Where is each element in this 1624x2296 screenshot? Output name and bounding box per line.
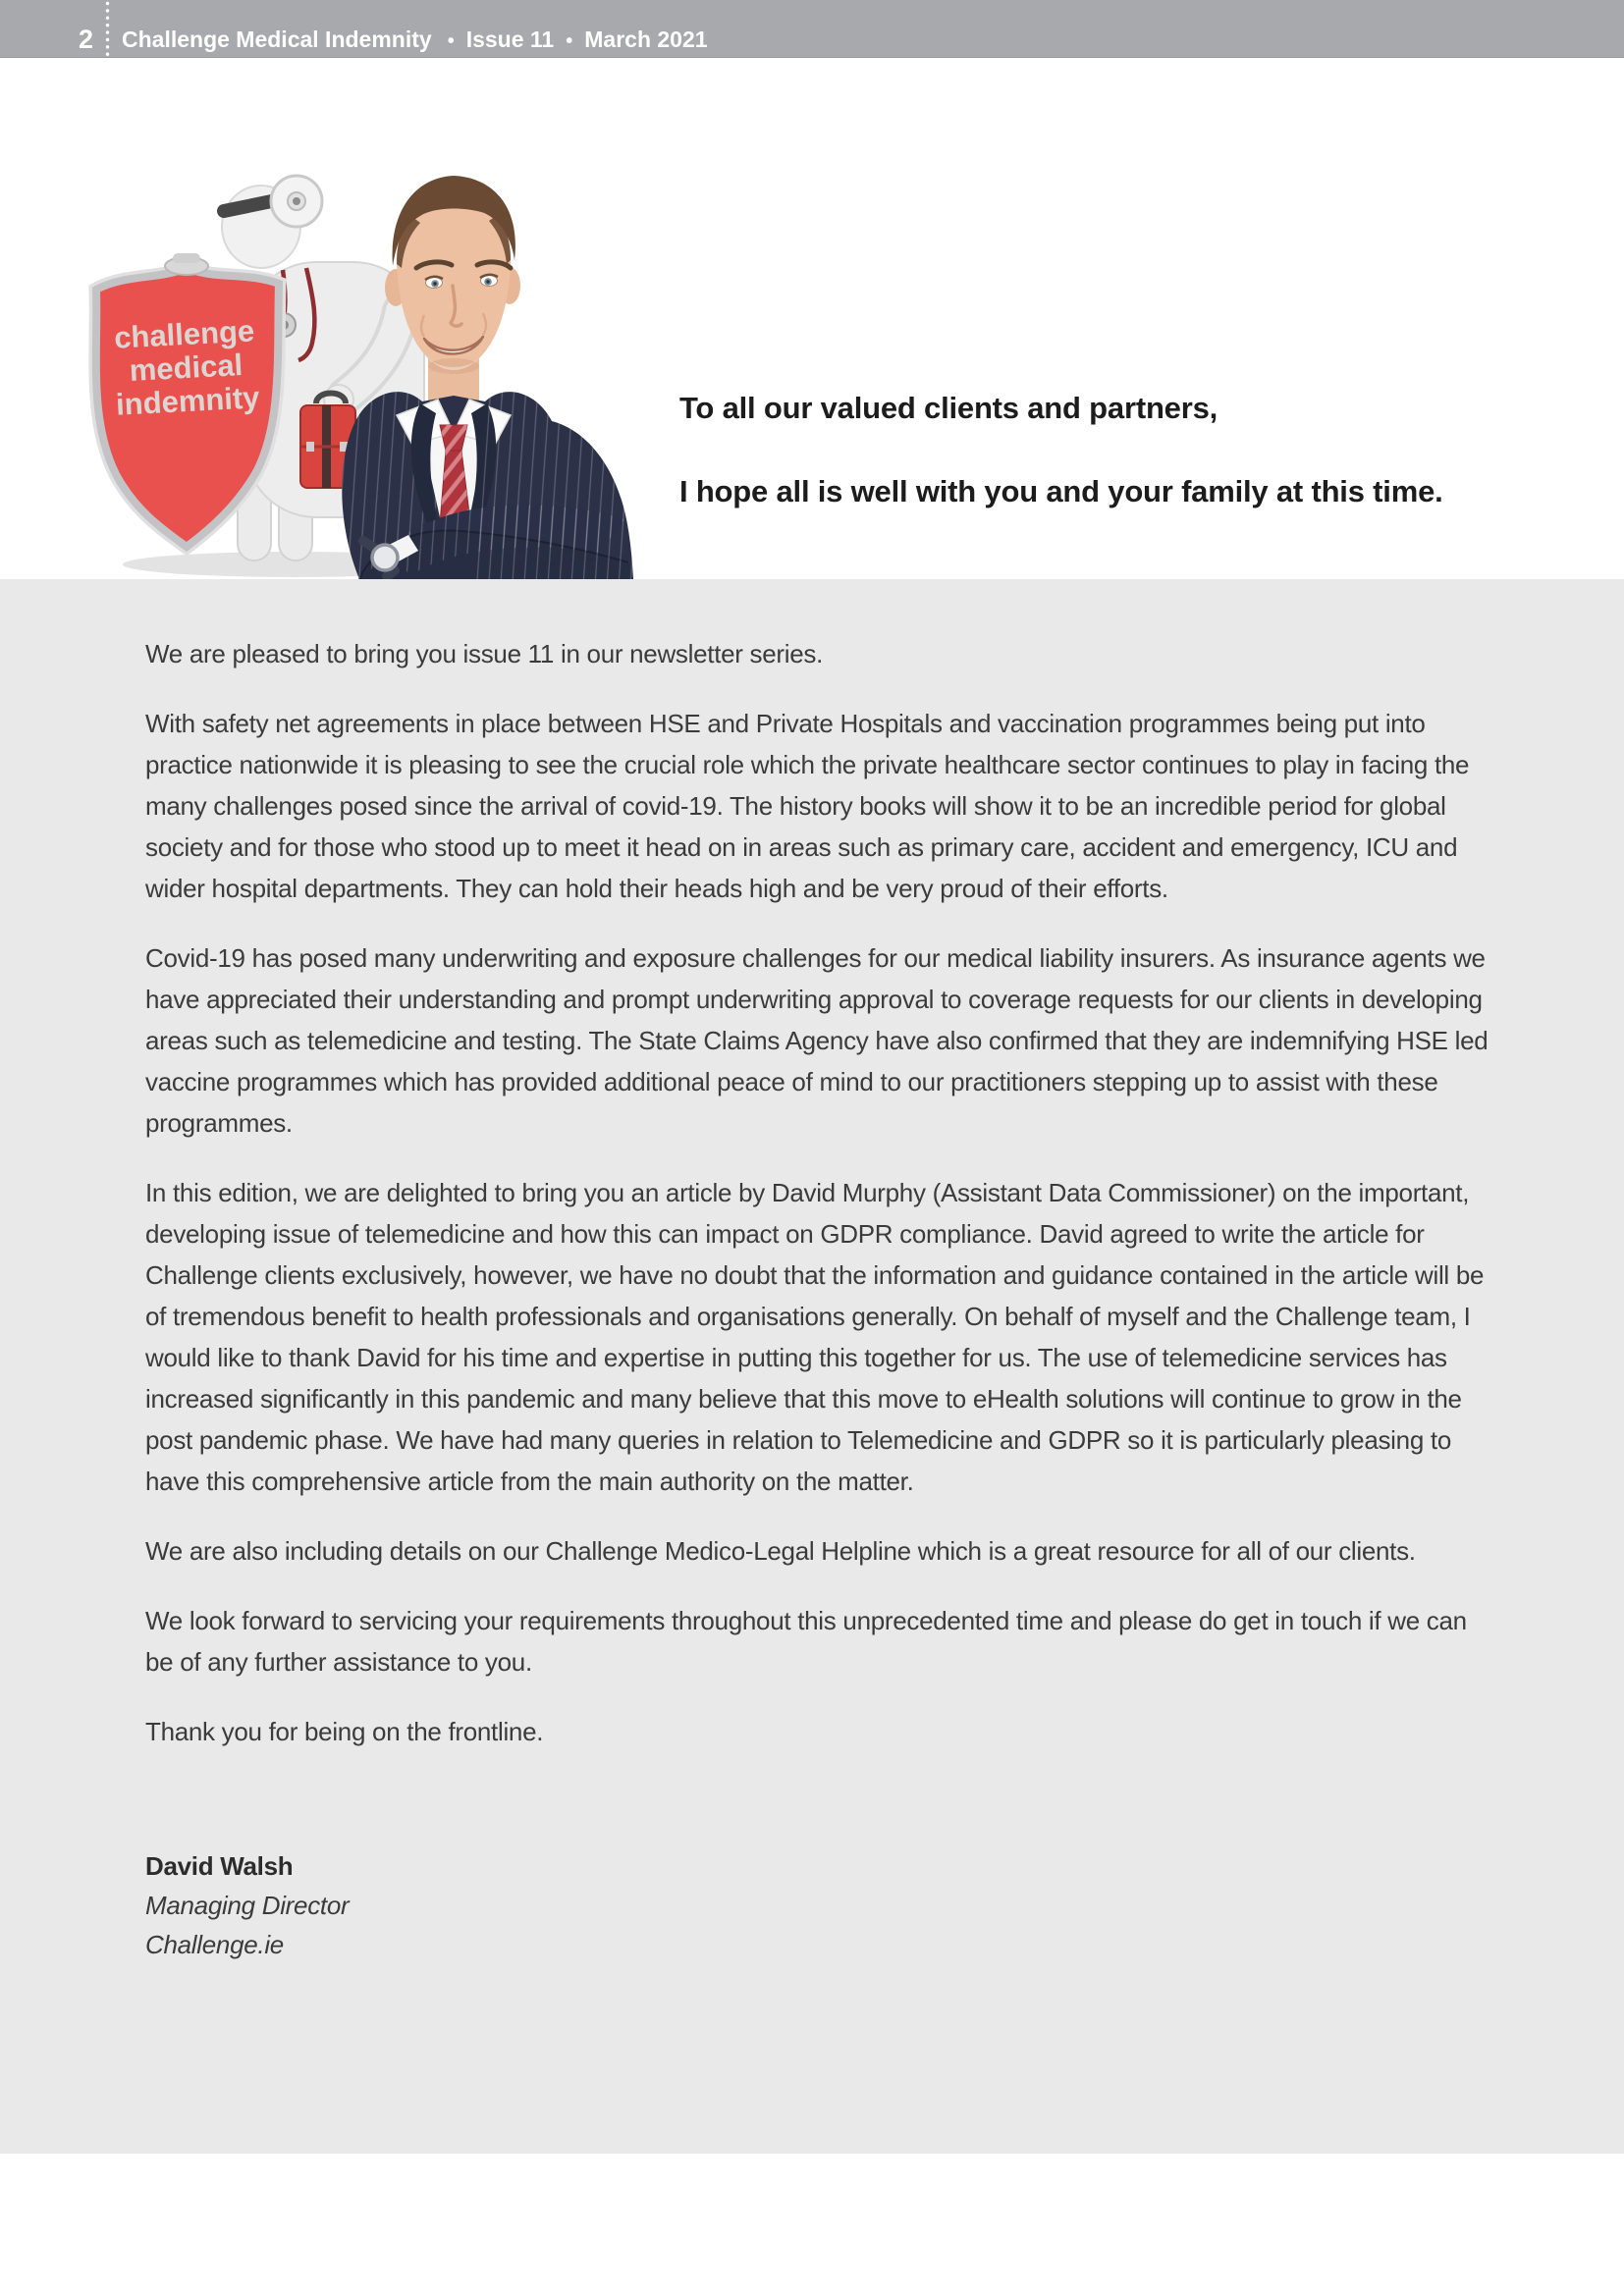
letter-paragraph: We are also including details on our Challenge Medico-Legal Helpline which is a great resource for all of our clients. (145, 1536, 1416, 1566)
page-number: 2 (79, 25, 94, 54)
letter-paragraph: Thank you for being on the frontline. (145, 1717, 544, 1746)
greeting-line-2: I hope all is well with you and your family at this time. (679, 474, 1443, 508)
letter-paragraph: In this edition, we are delighted to bring you an article by David Murphy (Assistant Data Commissioner) on the important, developing issue of telemedicine and how this can impact on GDPR compliance. David agreed to write the article for Challenge clients exclusively, however, we have no doubt that the information and guidance contained in the article will be of tremendous benefit to health professionals and organisations generally. On behalf of myself and the Challenge team, I would like to thank David for his time and expertise in putting this together for us. The use of telemedicine services has increased significantly in this pandemic and many believe that this move to eHealth solutions will continue to grow in the post pandemic phase. We have had many queries in relation to Telemedicine and GDPR so it is particularly pleasing to have this comprehensive article from the main authority on the matter. (145, 1178, 1485, 1496)
letter-paragraph: Covid-19 has posed many underwriting and exposure challenges for our medical liability insurers. As insurance agents we have appreciated their understanding and prompt underwriting approval to coverage requests for our clients in developing areas such as telemedicine and testing. The State Claims Agency have also confirmed that they are indemnifying HSE led vaccine programmes which has provided additional peace of mind to our practitioners stepping up to assist with these programmes. (145, 943, 1489, 1138)
letter-paragraph: We look forward to servicing your requirements throughout this unprecedented time and please do get in touch if we can be of any further assistance to you. (145, 1606, 1467, 1677)
head-mirror-icon (271, 176, 322, 227)
issue-header-bar (0, 0, 1624, 58)
shield-word-1: challenge (113, 313, 255, 355)
bullet-separator: • (447, 30, 455, 52)
letter-panel (0, 579, 1624, 2154)
letter-paragraph: We are pleased to bring you issue 11 in our newsletter series. (145, 639, 824, 668)
issue-title (122, 27, 708, 53)
letter-body (145, 633, 1492, 1964)
letter-paragraph: With safety net agreements in place between HSE and Private Hospitals and vaccination programmes being put into practice nationwide it is pleasing to see the crucial role which the private healthcare sector continues to play in facing the many challenges posed since the arrival of covid-19. The history books will show it to be an incredible period for global society and for those who stood up to meet it head on in areas such as primary care, accident and emergency, ICU and wider hospital departments. They can hold their heads high and be very proud of their efforts. (145, 709, 1470, 903)
shield-word-2: medical (128, 347, 244, 389)
greeting-block (679, 390, 1563, 510)
signature-company: Challenge.ie (145, 1930, 284, 1959)
issue-number: Issue 11 (465, 27, 555, 52)
greeting-line-1: To all our valued clients and partners, (679, 391, 1218, 425)
shield-word-3: indemnity (115, 380, 261, 422)
bullet-separator: • (566, 30, 573, 52)
signature-name: David Walsh (145, 1851, 294, 1881)
signature-title: Managing Director (145, 1891, 350, 1920)
brand-name: Challenge Medical Indemnity (122, 27, 432, 52)
dotted-divider (105, 0, 110, 58)
hero-section (0, 58, 1624, 579)
signature-block (145, 1846, 1492, 1964)
issue-date: March 2021 (584, 27, 708, 52)
